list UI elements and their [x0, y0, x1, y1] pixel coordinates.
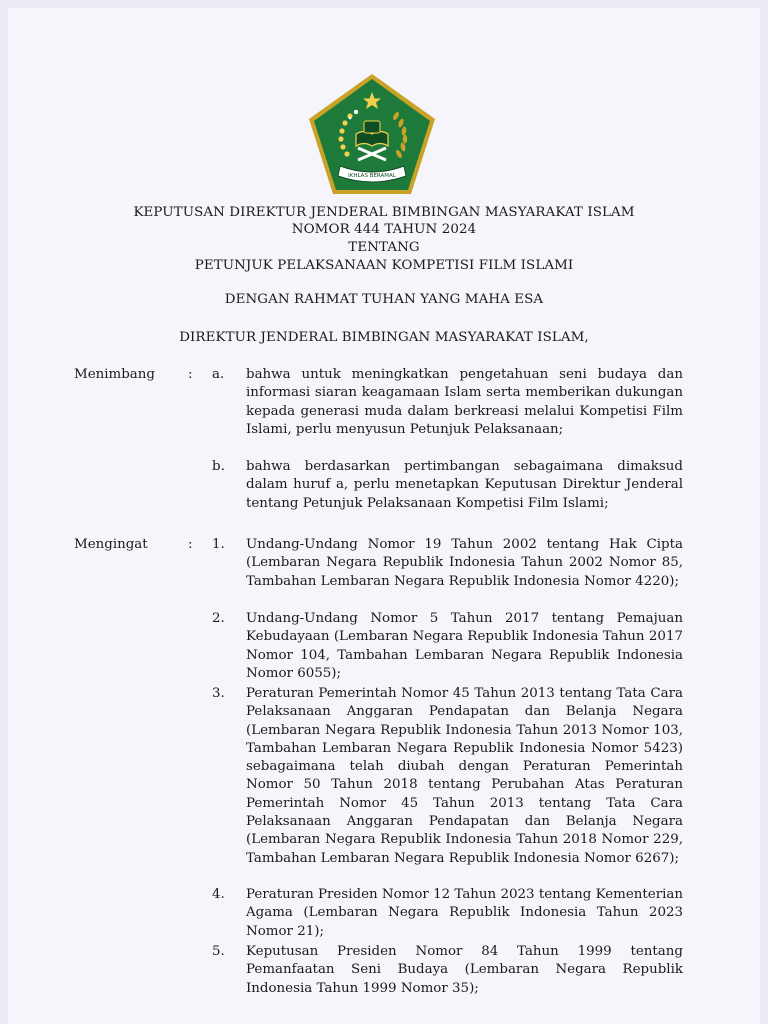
- decree-subject: PETUNJUK PELAKSANAAN KOMPETISI FILM ISLAMI: [194, 258, 574, 273]
- mengingat-item-1: Undang-Undang Nomor 19 Tahun 2002 tentang Hak Cipta (Lembaran Negara Republik Indonesia Tahun 2002 Nomor 85, Tambahan Lembaran Negara Republik Indonesia Nomor 4220);: [246, 537, 683, 589]
- decree-title: KEPUTUSAN DIREKTUR JENDERAL BIMBINGAN MASYARAKAT ISLAM: [133, 205, 635, 220]
- mengingat-item-2: Undang-Undang Nomor 5 Tahun 2017 tentang Pemajuan Kebudayaan (Lembaran Negara Republik Indonesia Tahun 2017 Nomor 104, Tambahan Lembaran Negara Republik Indonesia Nomor 6055);: [246, 611, 683, 681]
- mengingat-item-3: Peraturan Pemerintah Nomor 45 Tahun 2013 tentang Tata Cara Pelaksanaan Anggaran Pendapatan dan Belanja Negara (Lembaran Negara Republik Indonesia Tahun 2013 Nomor 103, Tambahan Lembaran Negara Republik Indonesia Nomor 5423) sebagaimana telah diubah dengan Peraturan Pemerintah Nomor 50 Tahun 2018 tentang Perubahan Atas Peraturan Pemerintah Nomor 45 Tahun 2013 tentang Tata Cara Pelaksanaan Anggaran Pendapatan dan Belanja Negara (Lembaran Negara Republik Indonesia Tahun 2018 Nomor 229, Tambahan Lembaran Negara Republik Indonesia Nomor 6267);: [246, 686, 683, 866]
- issuer-line: DIREKTUR JENDERAL BIMBINGAN MASYARAKAT ISLAM,: [179, 330, 589, 345]
- mengingat-item-4: Peraturan Presiden Nomor 12 Tahun 2023 tentang Kementerian Agama (Lembaran Negara Republik Indonesia Tahun 2023 Nomor 21);: [246, 887, 683, 939]
- menimbang-marker-b: b.: [212, 459, 225, 474]
- mengingat-marker-4: 4.: [212, 887, 225, 902]
- menimbang-item-a: bahwa untuk meningkatkan pengetahuan seni budaya dan informasi siaran keagamaan Islam serta memberikan dukungan kepada generasi muda dalam berkreasi melalui Kompetisi Film Islami, perlu menyusun Petunjuk Pelaksanaan;: [246, 367, 683, 437]
- mengingat-marker-3: 3.: [212, 686, 225, 701]
- decree-about: TENTANG: [348, 240, 420, 255]
- decree-number: NOMOR 444 TAHUN 2024: [291, 222, 477, 237]
- menimbang-colon: :: [188, 367, 193, 382]
- mengingat-marker-1: 1.: [212, 537, 225, 552]
- mengingat-marker-2: 2.: [212, 611, 225, 626]
- kementerian-agama-emblem-icon: [306, 72, 438, 198]
- blessing-line: DENGAN RAHMAT TUHAN YANG MAHA ESA: [224, 292, 544, 307]
- menimbang-item-b: bahwa berdasarkan pertimbangan sebagaimana dimaksud dalam huruf a, perlu menetapkan Keputusan Direktur Jenderal tentang Petunjuk Pelaksanaan Kompetisi Film Islami;: [246, 459, 683, 511]
- mengingat-colon: :: [188, 537, 193, 552]
- menimbang-label: Menimbang: [74, 367, 155, 382]
- mengingat-marker-5: 5.: [212, 944, 225, 959]
- emblem-banner-text: IKHLAS BERAMAL: [348, 173, 396, 179]
- mengingat-label: Mengingat: [74, 537, 148, 552]
- menimbang-marker-a: a.: [212, 367, 225, 382]
- mengingat-item-5: Keputusan Presiden Nomor 84 Tahun 1999 tentang Pemanfaatan Seni Budaya (Lembaran Negara Republik Indonesia Tahun 1999 Nomor 35);: [246, 944, 683, 996]
